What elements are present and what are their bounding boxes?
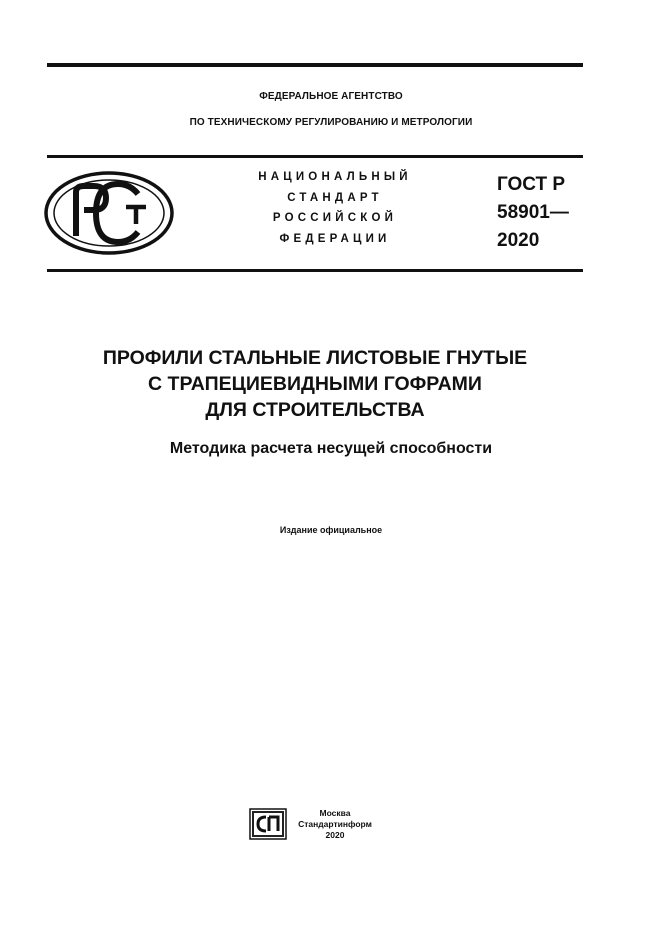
agency-name-line-2: ПО ТЕХНИЧЕСКОМУ РЕГУЛИРОВАНИЮ И МЕТРОЛОГИИ [189,117,473,128]
standard-type-line-3: РОССИЙСКОЙ [272,212,398,224]
gost-designation-line-2: 58901— [497,202,569,223]
document-title-line-3: ДЛЯ СТРОИТЕЛЬСТВА [205,399,425,421]
standard-type-line-4: ФЕДЕРАЦИИ [279,233,391,245]
rst-certification-mark-icon [42,170,176,256]
standard-type-line-2: СТАНДАРТ [287,192,383,204]
header-divider [47,155,583,158]
gost-designation-line-1: ГОСТ Р [497,174,566,195]
document-subtitle: Методика расчета несущей способности [169,440,493,457]
gost-designation-line-3: 2020 [497,230,540,251]
publication-year: 2020 [325,830,345,840]
header-bottom-divider [47,269,583,272]
document-title-line-2: С ТРАПЕЦИЕВИДНЫМИ ГОФРАМИ [148,373,482,395]
publisher-name: Стандартинформ [298,819,372,829]
standartinform-logo-icon [249,808,287,840]
top-divider [47,63,583,67]
standard-type-line-1: НАЦИОНАЛЬНЫЙ [258,171,412,183]
agency-name-line-1: ФЕДЕРАЛЬНОЕ АГЕНТСТВО [259,91,403,102]
edition-label: Издание официальное [279,525,383,535]
document-title-line-1: ПРОФИЛИ СТАЛЬНЫЕ ЛИСТОВЫЕ ГНУТЫЕ [102,347,528,369]
publisher-city: Москва [319,808,351,818]
